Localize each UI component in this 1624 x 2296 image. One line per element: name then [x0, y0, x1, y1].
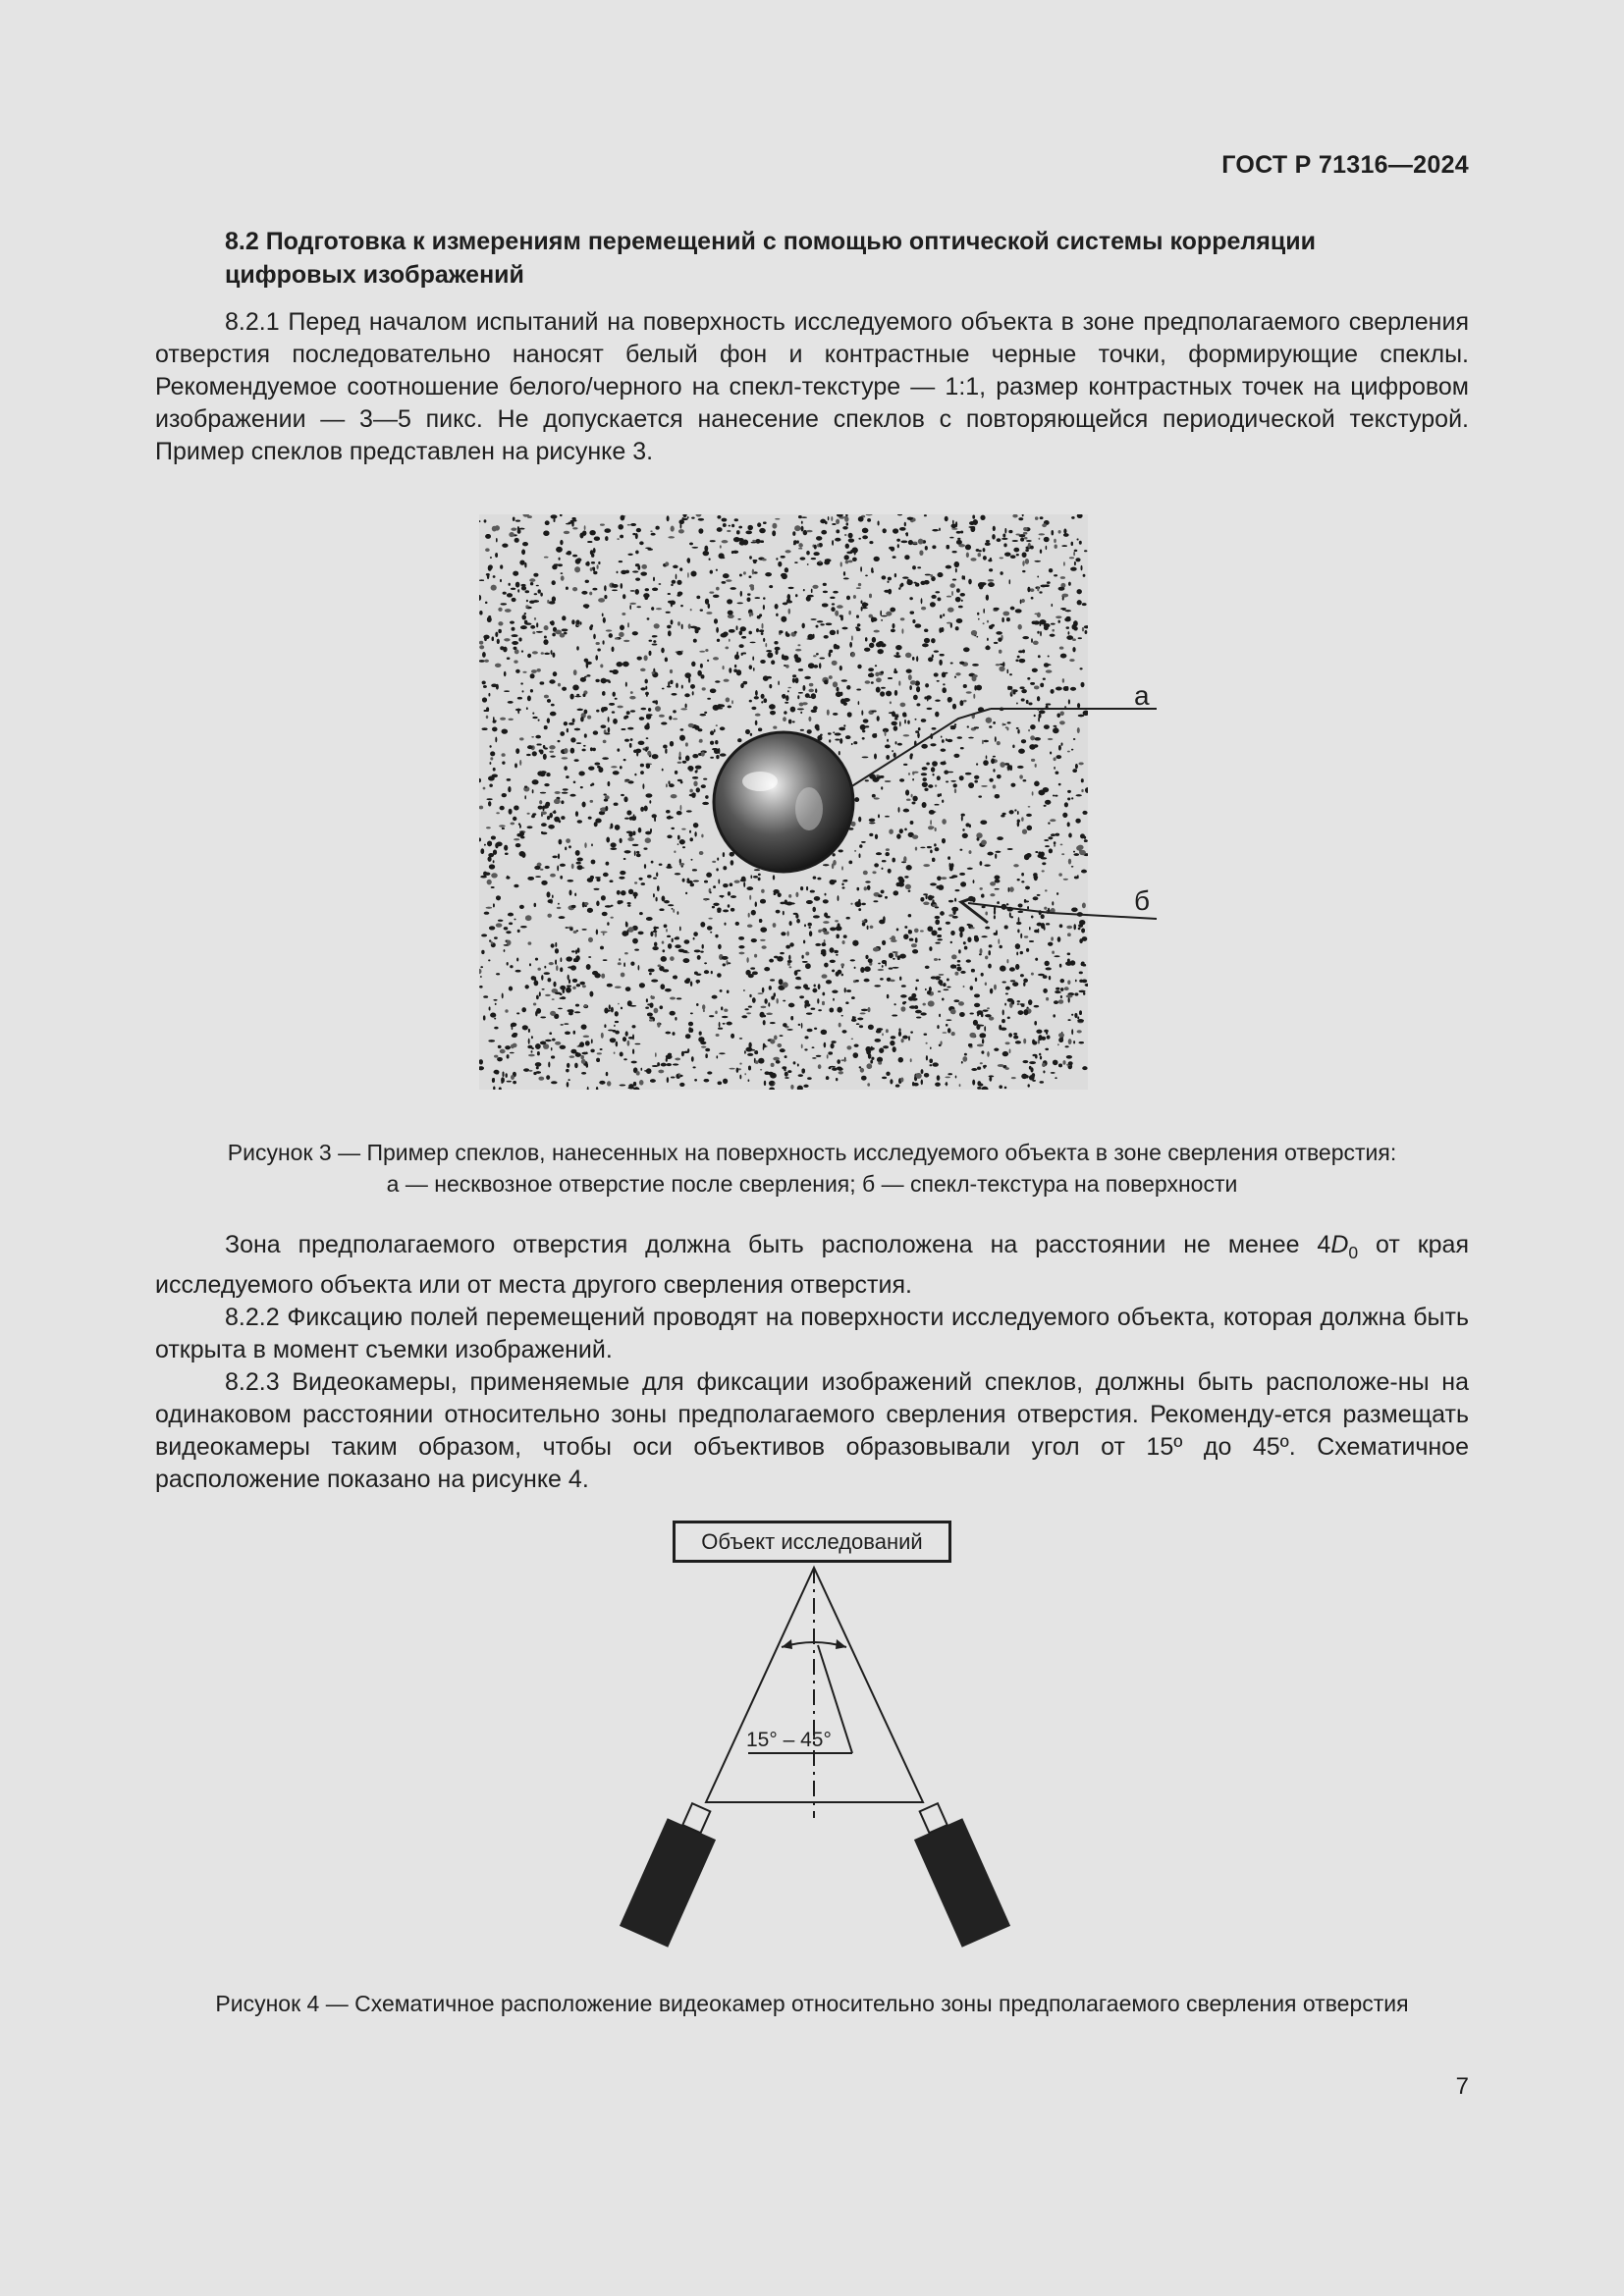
left-camera-body [620, 1818, 716, 1948]
section-title-line-1: 8.2 Подготовка к измерениям перемещений с помощью оптической системы корреляции [225, 228, 1316, 255]
figure-3-caption [98, 1137, 1526, 1200]
left-camera [620, 1796, 726, 1948]
callout-label-a: а [1134, 680, 1150, 711]
paragraph-8-2-1-text: 8.2.1 Перед началом испытаний на поверхность исследуемого объекта в зоне предполагаемого сверления отверстия последовательно наносят белый фон и контрастные черные точки, формирующие спеклы. Рекомендуемое соотношение белого/черного на спекл-текстуре — 1:1, размер контрастных точек на цифровом изображении — 3—5 пикс. Не допускается нанесение спеклов с повторяющейся периодической текстурой. Пример спеклов представлен на рисунке 3. [155, 308, 1469, 465]
paragraph-8-2-2: 8.2.2 Фиксацию полей перемещений проводят на поверхности исследуемого объекта, которая должна быть открыта в момент съемки изображений. [155, 1304, 1469, 1363]
figure-3-caption-line-1: Рисунок 3 — Пример спеклов, нанесенных на поверхность исследуемого объекта в зоне сверления отверстия: [227, 1140, 1397, 1165]
paragraphs-block [155, 1229, 1469, 1496]
zone-text-2: от края исследуемого объекта или от места другого сверления отверстия. [155, 1231, 1469, 1299]
figure-3-caption-line-2: а — несквозное отверстие после сверления; б — спекл-текстура на поверхности [386, 1171, 1238, 1197]
right-camera [904, 1796, 1010, 1948]
angle-range-label: 15° – 45° [746, 1729, 832, 1751]
zone-symbol: D [1330, 1231, 1349, 1258]
callout-underline-b [1051, 913, 1157, 919]
callout-extensions [0, 0, 1624, 982]
document-number: ГОСТ Р 71316—2024 [1221, 151, 1469, 179]
zone-text-1: Зона предполагаемого отверстия должна быть расположена на расстоянии не менее 4 [225, 1231, 1331, 1258]
section-title-line-2: цифровых изображений [225, 261, 524, 289]
zone-subscript: 0 [1348, 1243, 1359, 1262]
page-number: 7 [1455, 2073, 1469, 2100]
figure-4-camera-scheme [589, 1512, 1060, 1963]
object-label-box: Объект исследований [673, 1521, 951, 1563]
paragraph-zone [155, 1229, 1469, 1302]
callout-label-b: б [1134, 885, 1151, 916]
paragraph-8-2-3: 8.2.3 Видеокамеры, применяемые для фиксации изображений спеклов, должны быть расположе-ны на одинаковом расстоянии относительно зоны предполагаемого сверления отверстия. Рекоменду-ется размещать видеокамеры таким образом, чтобы оси объективов образовывали угол от 15º до 45º. Схематичное расположение показано на рисунке 4. [155, 1368, 1469, 1493]
figure-4-caption: Рисунок 4 — Схематичное расположение видеокамер относительно зоны предполагаемого сверления отверстия [215, 1991, 1409, 2016]
right-camera-body [914, 1818, 1010, 1948]
